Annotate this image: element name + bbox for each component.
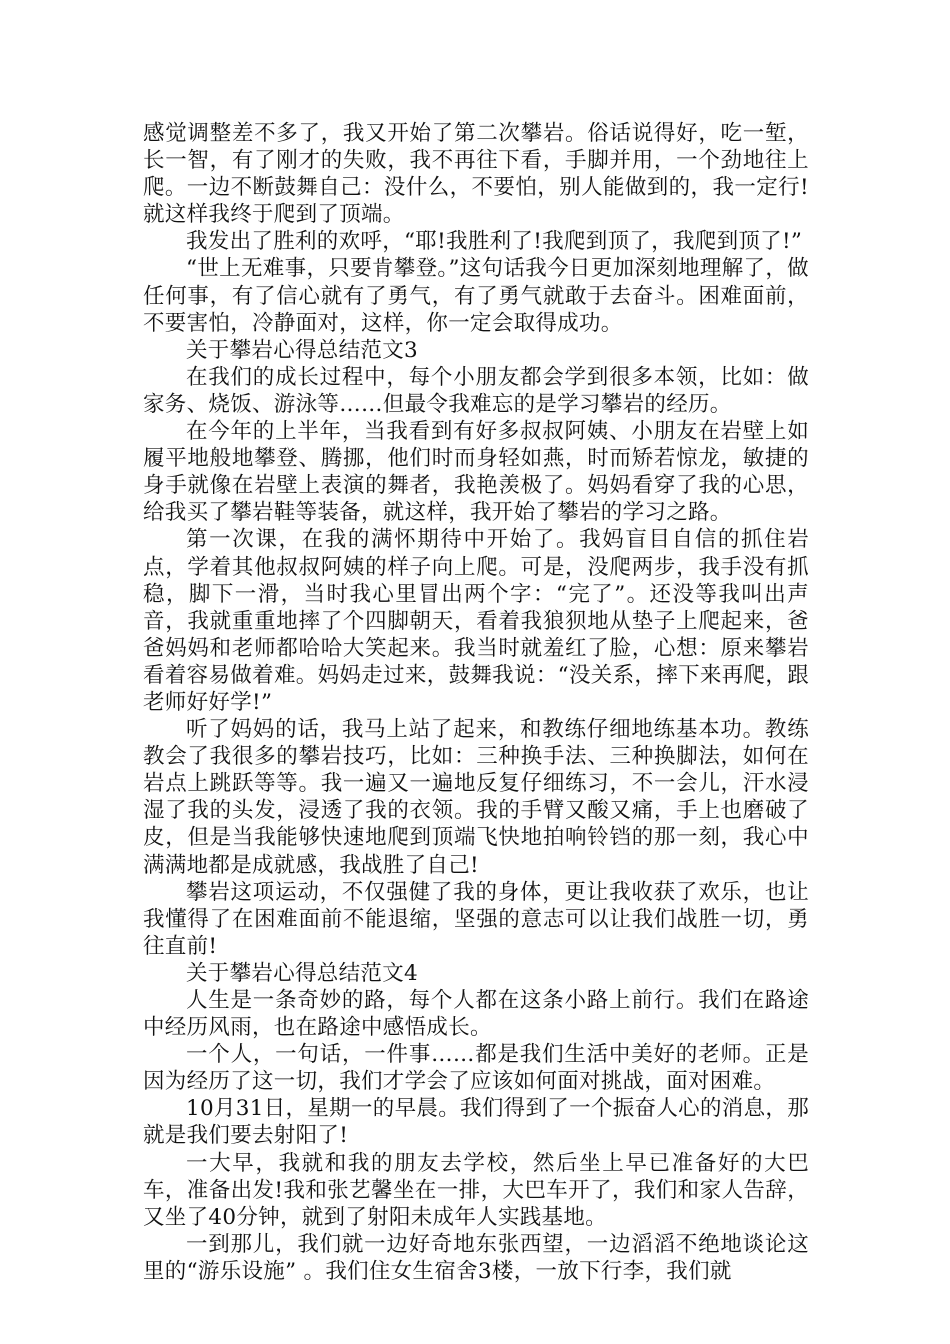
paragraph-continued: 感觉调整差不多了，我又开始了第二次攀岩。俗话说得好，吃一堑，长一智，有了刚才的失败，我不再往下看，手脚并用，一个劲地往上爬。一边不断鼓舞自己：没什么，不要怕，别人能做到的，我一定行!就这样我终于爬到了顶端。 <box>143 121 809 228</box>
paragraph: 一大早，我就和我的朋友去学校，然后坐上早已准备好的大巴车，准备出发!我和张艺馨坐在一排，大巴车开了，我们和家人告辞，又坐了40分钟，就到了射阳未成年人实践基地。 <box>143 1150 809 1230</box>
paragraph: 在今年的上半年，当我看到有好多叔叔阿姨、小朋友在岩壁上如履平地般地攀登、腾挪，他们时而身轻如燕，时而矫若惊龙，敏捷的身手就像在岩壁上表演的舞者，我艳羡极了。妈妈看穿了我的心思，给我买了攀岩鞋等装备，就这样，我开始了攀岩的学习之路。 <box>143 419 809 526</box>
paragraph: 攀岩这项运动，不仅强健了我的身体，更让我收获了欢乐，也让我懂得了在困难面前不能退缩，坚强的意志可以让我们战胜一切，勇往直前! <box>143 879 809 959</box>
section-heading: 关于攀岩心得总结范文3 <box>186 337 418 363</box>
paragraph: 人生是一条奇妙的路，每个人都在这条小路上前行。我们在路途中经历风雨，也在路途中感悟成长。 <box>143 988 809 1041</box>
paragraph: 一到那儿，我们就一边好奇地东张西望，一边滔滔不绝地谈论这里的“游乐设施” 。我们住女生宿舍3楼，一放下行李，我们就 <box>143 1231 809 1284</box>
paragraph: 听了妈妈的话，我马上站了起来，和教练仔细地练基本功。教练教会了我很多的攀岩技巧，比如：三种换手法、三种换脚法，如何在岩点上跳跃等等。我一遍又一遍地反复仔细练习，不一会儿，汗水浸湿了我的头发，浸透了我的衣领。我的手臂又酸又痛，手上也磨破了皮，但是当我能够快速地爬到顶端飞快地拍响铃铛的那一刻，我心中满满地都是成就感，我战胜了自己! <box>143 717 809 878</box>
paragraph: 一个人，一句话，一件事……都是我们生活中美好的老师。正是因为经历了这一切，我们才学会了应该如何面对挑战，面对困难。 <box>143 1042 809 1095</box>
document-body <box>143 120 809 1285</box>
paragraph: 在我们的成长过程中，每个小朋友都会学到很多本领，比如：做家务、烧饭、游泳等……但最令我难忘的是学习攀岩的经历。 <box>143 364 809 417</box>
paragraph: “世上无难事，只要肯攀登。”这句话我今日更加深刻地理解了，做任何事，有了信心就有了勇气，有了勇气就敢于去奋斗。困难面前，不要害怕，冷静面对，这样，你一定会取得成功。 <box>143 256 809 336</box>
paragraph: 我发出了胜利的欢呼，“耶!我胜利了!我爬到顶了，我爬到顶了!” <box>186 229 803 255</box>
paragraph: 第一次课，在我的满怀期待中开始了。我妈盲目自信的抓住岩点，学着其他叔叔阿姨的样子向上爬。可是，没爬两步，我手没有抓稳，脚下一滑，当时我心里冒出两个字：“完了”。还没等我叫出声音，我就重重地摔了个四脚朝天，看着我狼狈地从垫子上爬起来，爸爸妈妈和老师都哈哈大笑起来。我当时就羞红了脸，心想：原来攀岩看着容易做着难。妈妈走过来，鼓舞我说：“没关系，摔下来再爬，跟老师好好学!” <box>143 527 809 715</box>
section-heading: 关于攀岩心得总结范文4 <box>186 960 418 986</box>
paragraph: 10月31日，星期一的早晨。我们得到了一个振奋人心的消息，那就是我们要去射阳了! <box>143 1096 809 1149</box>
